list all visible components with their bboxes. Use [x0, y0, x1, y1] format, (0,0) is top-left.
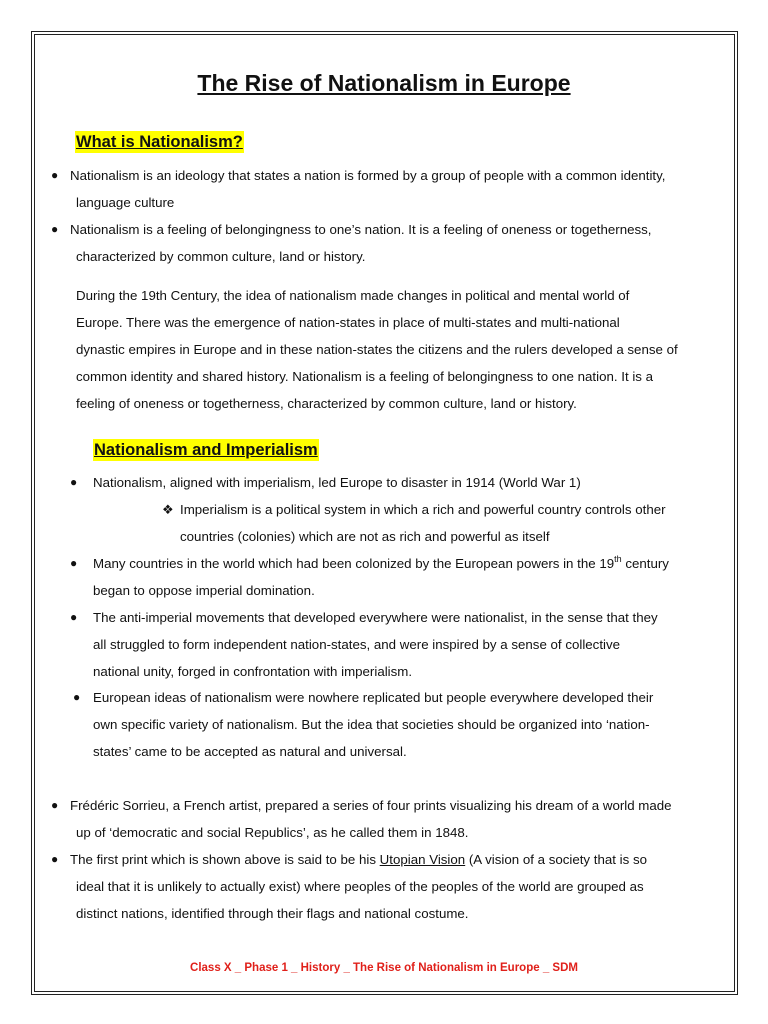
list-item: The anti-imperial movements that developed everywhere were nationalist, in the sense that they all struggled to form independent nation-states, and were inspired by a sense of collective national unity, forged in confrontation with imperialism. — [93, 610, 658, 679]
page-footer: Class X _ Phase 1 _ History _ The Rise of Nationalism in Europe _ SDM — [190, 962, 578, 974]
list-item: Nationalism, aligned with imperialism, led Europe to disaster in 1914 (World War 1) — [93, 475, 581, 490]
utopian-vision-term: Utopian Vision — [379, 852, 466, 867]
bullet-icon: ● — [51, 222, 59, 236]
diamond-bullet-icon: ❖ — [162, 502, 174, 517]
bullet-icon: ● — [51, 852, 59, 866]
page-title: The Rise of Nationalism in Europe — [197, 70, 571, 96]
list-item: European ideas of nationalism were nowhere replicated but people everywhere developed their own specific variety of nationalism. But the idea that societies should be organized into ‘nation- states’ came to be accepted as natural and universal. — [93, 690, 654, 759]
sub-list-item: Imperialism is a political system in which a rich and powerful country controls other countries (colonies) which are not as rich and powerful as itself — [180, 502, 666, 544]
heading-what-is-nationalism: What is Nationalism? — [76, 133, 243, 151]
bullet-icon: ● — [70, 475, 78, 489]
bullet-icon: ● — [70, 610, 78, 624]
bullet-icon: ● — [51, 798, 59, 812]
paragraph-19th-century: During the 19th Century, the idea of nationalism made changes in political and mental world of Europe. There was the emergence of nation-states in place of multi-states and multi-national dynastic empires in Europe and in these nation-states the citizens and the rulers developed a sense of common identity and shared history. Nationalism is a feeling of belongingness to one nation. It is a feeling of oneness or togetherness, characterized by common culture, land or history. — [76, 288, 678, 411]
bullet-icon: ● — [70, 556, 78, 570]
heading-nationalism-imperialism: Nationalism and Imperialism — [94, 441, 318, 459]
bullet-icon: ● — [73, 690, 81, 704]
list-item: Nationalism is an ideology that states a nation is formed by a group of people with a common identity, language culture — [70, 168, 666, 210]
bullet-icon: ● — [51, 168, 59, 182]
list-item: Nationalism is a feeling of belongingness to one’s nation. It is a feeling of oneness or togetherness, characterized by common culture, land or history. — [70, 222, 652, 264]
list-item: The first print which is shown above is said to be his Utopian Vision (A vision of a society that is so ideal that it is unlikely to actually exist) where peoples of the peoples of the world are grouped as distinct nations, identified through their flags and national costume. — [70, 852, 647, 921]
list-item: Many countries in the world which had been colonized by the European powers in the 19th century began to oppose imperial domination. — [93, 554, 669, 598]
list-item: Frédéric Sorrieu, a French artist, prepared a series of four prints visualizing his dream of a world made up of ‘democratic and social Republics’, as he called them in 1848. — [70, 798, 672, 840]
